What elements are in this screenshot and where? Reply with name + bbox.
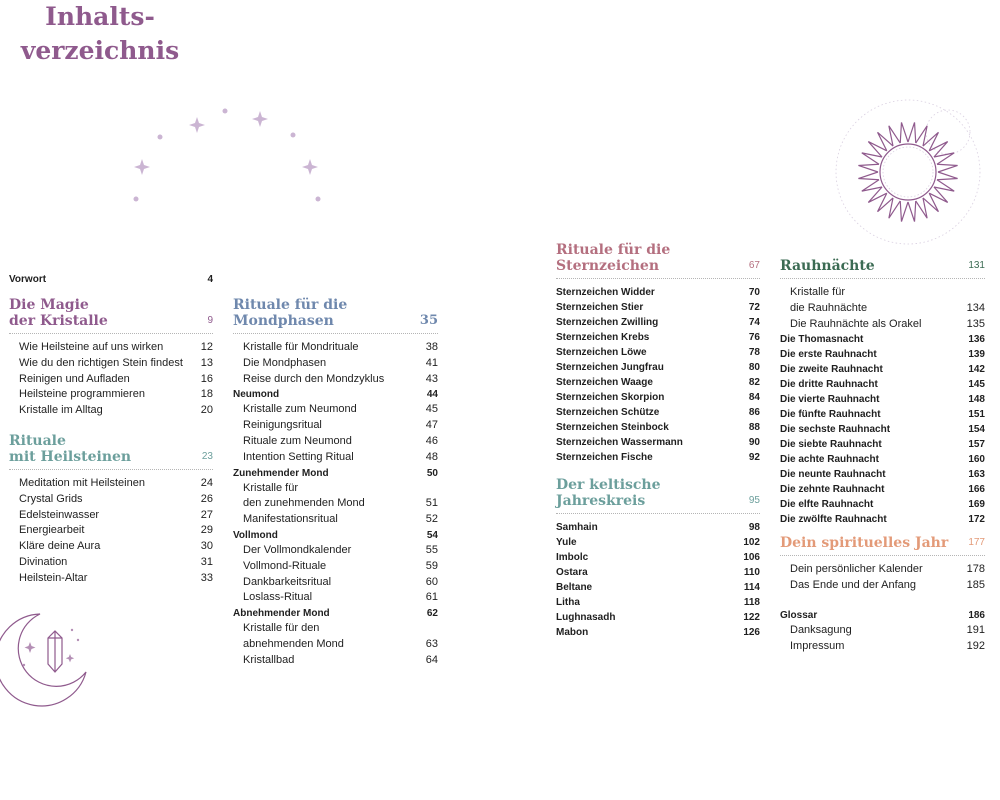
toc-entry-page: 106: [743, 552, 760, 563]
toc-entry-label: Die vierte Rauhnacht: [780, 394, 880, 406]
section-title-spirituelles-jahr[interactable]: [780, 535, 985, 551]
toc-entry-label: Reise durch den Mondzyklus: [243, 372, 385, 385]
section-title-line2: Mondphasen: [233, 313, 334, 329]
toc-entry-label: Kristalle für Mondrituale: [243, 341, 359, 353]
toc-entry-label: Die Rauhnächte als Orakel: [790, 317, 922, 330]
toc-entry[interactable]: [233, 637, 438, 653]
toc-entry-page: 78: [748, 347, 760, 358]
toc-entry-label[interactable]: Meditation mit Heilsteinen: [19, 476, 145, 489]
toc-entry-label: Imbolc: [556, 552, 589, 563]
toc-entry-page: 51: [425, 497, 438, 510]
section-divider: [556, 513, 760, 514]
toc-entry-label: Beltane: [556, 582, 593, 593]
toc-entry[interactable]: [233, 575, 438, 591]
section-title-line1: Rituale für die: [233, 297, 348, 313]
toc-entry-page: 29: [200, 524, 213, 537]
toc-entry-page: 114: [743, 582, 760, 593]
toc-entry[interactable]: [780, 562, 985, 578]
toc-entry-label: Sternzeichen Fische: [556, 452, 653, 463]
sun-ray: [937, 164, 958, 172]
toc-entry[interactable]: [780, 347, 985, 362]
toc-entry-label: Litha: [556, 597, 580, 608]
toc-entry[interactable]: [233, 606, 438, 621]
toc-entry[interactable]: [780, 497, 985, 512]
toc-entry-page: 74: [748, 317, 760, 328]
toc-entry[interactable]: [233, 356, 438, 372]
toc-entry-page: 38: [425, 341, 438, 353]
sparkle-icon: [302, 159, 318, 175]
section-title-rauhnaechte[interactable]: [780, 258, 985, 274]
toc-entry-label[interactable]: Crystal Grids: [19, 492, 83, 505]
toc-entry[interactable]: [233, 466, 438, 481]
toc-entry-page: 169: [968, 499, 985, 511]
toc-list-mondphasen: [233, 340, 438, 669]
toc-entry-page: 88: [748, 422, 760, 433]
toc-entry[interactable]: [556, 300, 760, 315]
toc-entry-page: 90: [748, 437, 760, 448]
section-page: 23: [201, 450, 213, 462]
toc-entry-label: Die siebte Rauhnacht: [780, 439, 882, 451]
toc-entry-page: 122: [743, 612, 760, 623]
toc-entry[interactable]: [556, 285, 760, 300]
toc-entry[interactable]: [780, 301, 985, 317]
toc-entry-page: 134: [966, 301, 985, 314]
section-title-line1: Rauhnächte: [780, 258, 875, 274]
toc-entry-label: Die achte Rauhnacht: [780, 454, 879, 466]
section-divider: [233, 333, 438, 334]
toc-list-rituale-heilsteine: [9, 476, 213, 587]
toc-entry-label: Glossar: [780, 609, 818, 621]
toc-entry[interactable]: [556, 375, 760, 390]
toc-entry[interactable]: [233, 512, 438, 528]
toc-entry[interactable]: [780, 639, 985, 655]
toc-entry[interactable]: [780, 482, 985, 497]
toc-entry[interactable]: [780, 362, 985, 377]
toc-entry-page: 135: [966, 317, 985, 330]
toc-entry-label: Sternzeichen Schütze: [556, 407, 660, 418]
toc-entry[interactable]: [556, 550, 760, 565]
toc-column-2: [233, 297, 438, 669]
toc-entry-page: 50: [426, 467, 438, 479]
toc-entry-page: 18: [200, 388, 213, 401]
toc-entry-label: Mabon: [556, 627, 589, 638]
toc-entry-label: Reinigungsritual: [243, 419, 322, 432]
toc-entry-label[interactable]: Heilstein-Altar: [19, 571, 88, 584]
toc-entry-label: Samhain: [556, 522, 598, 533]
toc-entry-label: Abnehmender Mond: [233, 608, 330, 620]
toc-entry-page: 33: [200, 571, 213, 584]
section-page: 9: [207, 315, 213, 326]
sun-ray: [934, 180, 954, 191]
toc-entry-label: Zunehmender Mond: [233, 467, 329, 479]
toc-entry[interactable]: [233, 590, 438, 606]
toc-entry-label: Vollmond: [233, 529, 278, 541]
sun-ray: [908, 201, 916, 222]
page-title-line1: Inhalts-: [45, 2, 155, 31]
toc-entry-page: 54: [426, 529, 438, 541]
toc-entry-page: 41: [425, 356, 438, 369]
toc-entry[interactable]: [780, 285, 985, 301]
toc-entry-page: 48: [425, 450, 438, 463]
toc-entry[interactable]: [233, 559, 438, 575]
toc-entry-label: Impressum: [790, 639, 845, 652]
toc-entry-page: 55: [425, 543, 438, 556]
sun-ray: [858, 172, 879, 180]
toc-entry[interactable]: [233, 543, 438, 559]
toc-entry[interactable]: [556, 390, 760, 405]
toc-entry[interactable]: [233, 621, 438, 637]
toc-entry[interactable]: [780, 407, 985, 422]
toc-entry-page: 26: [200, 492, 213, 505]
section-title-line2: Jahreskreis: [556, 493, 646, 509]
toc-entry[interactable]: [233, 653, 438, 669]
toc-entry-page: 20: [200, 404, 213, 417]
sun-icon: [830, 92, 990, 252]
toc-list-tail: [780, 623, 985, 655]
toc-entry[interactable]: [780, 578, 985, 594]
toc-entry-page: 52: [425, 513, 438, 526]
toc-entry-label[interactable]: Reinigen und Aufladen: [19, 372, 130, 385]
toc-entry-page: 142: [968, 364, 985, 376]
toc-entry[interactable]: [556, 535, 760, 550]
sun-ray: [937, 172, 958, 180]
toc-entry[interactable]: [780, 467, 985, 482]
toc-entry-label: die Rauhnächte: [790, 301, 868, 314]
toc-entry[interactable]: [233, 528, 438, 543]
toc-entry-page: 136: [968, 334, 985, 346]
toc-entry-label: Sternzeichen Zwilling: [556, 317, 659, 328]
toc-entry-label: Sternzeichen Skorpion: [556, 392, 665, 403]
toc-entry-page: 62: [426, 608, 438, 620]
toc-entry-label: Kristalle für: [790, 286, 846, 298]
toc-entry[interactable]: [233, 450, 438, 466]
toc-entry-label: Kristalle zum Neumond: [243, 403, 357, 416]
toc-entry-label: Die fünfte Rauhnacht: [780, 409, 881, 421]
toc-list-rauhnaechte: [780, 285, 985, 527]
toc-entry[interactable]: [556, 565, 760, 580]
section-page: 35: [419, 313, 438, 328]
toc-entry-glossar[interactable]: [780, 608, 985, 623]
section-title-line2: mit Heilsteinen: [9, 448, 132, 465]
toc-entry[interactable]: [556, 435, 760, 450]
sun-ray: [916, 198, 927, 218]
toc-entry-page: 30: [200, 540, 213, 553]
toc-entry-label: Lughnasadh: [556, 612, 616, 623]
toc-entry-label: Sternzeichen Löwe: [556, 347, 647, 358]
toc-entry-page: 61: [425, 591, 438, 604]
sun-ray: [858, 164, 879, 172]
section-title-line2: Sternzeichen: [556, 258, 660, 274]
toc-entry-label: Neumond: [233, 389, 280, 401]
toc-entry[interactable]: [233, 434, 438, 450]
toc-entry[interactable]: [780, 512, 985, 527]
toc-entry-label[interactable]: Kristalle im Alltag: [19, 404, 103, 417]
toc-entry-page: 80: [748, 362, 760, 373]
toc-entry-label: Dankbarkeitsritual: [243, 575, 332, 588]
section-divider: [9, 469, 213, 470]
toc-entry-label: Die Mondphasen: [243, 356, 327, 369]
section-title-line1: Rituale: [9, 432, 66, 449]
toc-entry-label: Sternzeichen Steinbock: [556, 422, 669, 433]
section-title-sternzeichen[interactable]: [556, 242, 760, 274]
toc-entry-page: 126: [743, 627, 760, 638]
toc-list-jahreskreis: [556, 520, 760, 640]
toc-entry[interactable]: [780, 623, 985, 639]
toc-entry[interactable]: [780, 452, 985, 467]
section-title-magie[interactable]: [9, 297, 213, 329]
toc-entry-label: Die zwölfte Rauhnacht: [780, 514, 887, 526]
toc-entry-label: Die zweite Rauhnacht: [780, 364, 883, 376]
toc-entry[interactable]: [233, 481, 438, 497]
toc-entry[interactable]: [780, 377, 985, 392]
toc-entry-page: 43: [425, 372, 438, 385]
toc-entry-label: Sternzeichen Widder: [556, 287, 655, 298]
toc-entry-label: Ostara: [556, 567, 588, 578]
sun-ray: [862, 153, 882, 164]
toc-entry-label: Die neunte Rauhnacht: [780, 469, 886, 481]
toc-entry-label: Die dritte Rauhnacht: [780, 379, 878, 391]
toc-entry[interactable]: [556, 610, 760, 625]
sun-ray: [908, 122, 916, 143]
toc-entry[interactable]: [233, 340, 438, 356]
toc-entry[interactable]: [780, 392, 985, 407]
toc-entry-page: 72: [748, 302, 760, 313]
toc-entry-page: 192: [966, 639, 985, 652]
toc-entry-page: 191: [966, 623, 985, 636]
toc-entry-page: 84: [748, 392, 760, 403]
toc-entry-page: 145: [968, 379, 985, 391]
section-divider: [780, 278, 985, 279]
toc-entry-label: Vorwort: [9, 274, 47, 285]
toc-entry[interactable]: [556, 625, 760, 640]
section-divider: [556, 278, 760, 279]
toc-entry-page: 27: [200, 508, 213, 521]
section-title-line1: Der keltische: [556, 477, 661, 493]
toc-entry[interactable]: [780, 437, 985, 452]
sparkle-icon: [134, 159, 150, 175]
toc-entry-vorwort[interactable]: [9, 272, 213, 287]
toc-entry[interactable]: [233, 418, 438, 434]
sun-ray: [934, 153, 954, 164]
toc-entry-page: 178: [966, 563, 985, 576]
section-title-rituale-heilsteine[interactable]: [9, 433, 213, 465]
section-title-line1: Die Magie: [9, 297, 89, 313]
toc-entry-label: Sternzeichen Stier: [556, 302, 644, 313]
section-divider: [9, 333, 213, 334]
toc-entry-page: 186: [968, 609, 985, 621]
section-page: 67: [748, 260, 760, 271]
toc-entry-page: 24: [200, 476, 213, 489]
toc-column-4: [780, 258, 985, 655]
toc-entry[interactable]: [556, 405, 760, 420]
sun-ray: [900, 122, 908, 143]
toc-entry-page: 4: [207, 274, 213, 285]
toc-entry-label[interactable]: Edelsteinwasser: [19, 508, 100, 521]
toc-entry-label[interactable]: Wie du den richtigen Stein findest: [19, 356, 183, 369]
toc-entry-page: 76: [748, 332, 760, 343]
toc-entry-page: 82: [748, 377, 760, 388]
toc-entry-label: Sternzeichen Wassermann: [556, 437, 683, 448]
toc-entry[interactable]: [556, 580, 760, 595]
toc-entry-label: Danksagung: [790, 623, 852, 636]
toc-entry-page: 86: [748, 407, 760, 418]
toc-entry-page: 185: [966, 579, 985, 592]
toc-entry-page: 172: [968, 514, 985, 526]
toc-entry-label: Die zehnte Rauhnacht: [780, 484, 885, 496]
toc-entry-label[interactable]: Energiearbeit: [19, 524, 85, 537]
toc-entry[interactable]: [780, 422, 985, 437]
toc-entry[interactable]: [556, 420, 760, 435]
toc-entry-page: 102: [743, 537, 760, 548]
toc-entry-label: Sternzeichen Krebs: [556, 332, 650, 343]
toc-entry-label: Sternzeichen Jungfrau: [556, 362, 664, 373]
toc-entry-page: 46: [425, 434, 438, 447]
section-title-line1: Rituale für die: [556, 242, 671, 258]
page-title-line2: verzeichnis: [20, 36, 180, 65]
toc-entry-label: Sternzeichen Waage: [556, 377, 653, 388]
page-title: [0, 0, 200, 68]
toc-list-spirituelles-jahr: [780, 562, 985, 594]
section-page: 131: [968, 260, 985, 271]
section-title-line1: Dein spirituelles Jahr: [780, 535, 949, 552]
section-page: 177: [968, 537, 985, 549]
toc-entry-label[interactable]: Wie Heilsteine auf uns wirken: [19, 341, 164, 353]
toc-entry-label: Loslass-Ritual: [243, 591, 313, 604]
toc-entry-label: Intention Setting Ritual: [243, 450, 354, 463]
toc-entry[interactable]: [556, 595, 760, 610]
sun-ray: [916, 126, 927, 146]
sun-ray: [889, 198, 900, 218]
toc-entry-page: 98: [748, 522, 760, 533]
toc-entry-label: Yule: [556, 537, 577, 548]
toc-entry-page: 16: [200, 372, 213, 385]
title-sparkles: [120, 95, 335, 215]
toc-entry[interactable]: [780, 317, 985, 333]
toc-entry-label: Dein persönlicher Kalender: [790, 563, 923, 576]
toc-entry-page: 63: [425, 637, 438, 650]
toc-column-3: [556, 242, 760, 640]
section-title-line2: der Kristalle: [9, 313, 108, 329]
toc-entry-label[interactable]: Divination: [19, 555, 68, 568]
toc-entry-page: 110: [743, 567, 760, 578]
toc-entry[interactable]: [233, 372, 438, 388]
toc-entry-page: 60: [425, 575, 438, 588]
section-title-jahreskreis[interactable]: [556, 477, 760, 509]
toc-entry-label: Die sechste Rauhnacht: [780, 424, 891, 436]
toc-entry-page: 31: [200, 555, 213, 568]
crescent-moon-crystal-icon: [0, 610, 90, 710]
toc-entry[interactable]: [780, 332, 985, 347]
toc-entry-page: 64: [425, 653, 438, 666]
sun-ray: [900, 201, 908, 222]
section-divider: [780, 555, 985, 556]
toc-entry-label: Die erste Rauhnacht: [780, 349, 877, 361]
toc-entry[interactable]: [556, 450, 760, 465]
toc-entry-page: 70: [748, 287, 760, 298]
toc-entry-label: Das Ende und der Anfang: [790, 579, 916, 592]
toc-entry-page: 166: [968, 484, 985, 496]
toc-entry-page: 139: [968, 349, 985, 361]
toc-entry-page: 12: [200, 341, 213, 353]
toc-entry-page: 118: [743, 597, 760, 608]
toc-entry[interactable]: [556, 520, 760, 535]
toc-entry-label: Manifestationsritual: [243, 513, 338, 526]
toc-entry-page: 59: [425, 559, 438, 572]
sparkle-icon: [189, 117, 205, 133]
toc-entry[interactable]: [556, 315, 760, 330]
toc-entry-page: 92: [748, 452, 760, 463]
toc-entry-label: Die elfte Rauhnacht: [780, 499, 874, 511]
toc-entry[interactable]: [233, 387, 438, 402]
toc-entry-label: Vollmond-Rituale: [243, 559, 327, 572]
toc-entry-page: 47: [425, 419, 438, 432]
toc-entry-label: abnehmenden Mond: [243, 637, 344, 650]
toc-entry-label: Kristalle für: [243, 481, 299, 494]
toc-entry-page: 163: [968, 469, 985, 481]
toc-entry-label: Der Vollmondkalender: [243, 543, 352, 556]
toc-entry-page: 151: [968, 409, 985, 421]
toc-entry-page: 148: [968, 394, 985, 406]
toc-entry[interactable]: [556, 360, 760, 375]
sun-ray: [889, 126, 900, 146]
toc-entry-label[interactable]: Heilsteine programmieren: [19, 388, 145, 401]
sun-ray: [862, 180, 882, 191]
toc-entry-label[interactable]: Kläre deine Aura: [19, 540, 101, 553]
toc-entry-page: 13: [200, 356, 213, 369]
toc-column-1: [9, 272, 213, 587]
sparkle-icon: [252, 111, 268, 127]
toc-entry[interactable]: [233, 402, 438, 418]
toc-entry-page: 157: [968, 439, 985, 451]
toc-entry-page: 160: [968, 454, 985, 466]
toc-entry-page: 44: [426, 389, 438, 401]
toc-entry-label: Die Thomasnacht: [780, 334, 864, 346]
toc-entry-label: Kristallbad: [243, 653, 295, 666]
toc-list-magie: [9, 340, 213, 419]
toc-entry[interactable]: [556, 330, 760, 345]
toc-entry-page: 45: [425, 403, 438, 416]
toc-entry[interactable]: [556, 345, 760, 360]
toc-entry-label: Kristalle für den: [243, 622, 320, 635]
toc-entry-page: 154: [968, 424, 985, 436]
toc-list-sternzeichen: [556, 285, 760, 465]
section-page: 95: [748, 495, 760, 506]
toc-entry-label: den zunehmenden Mond: [243, 497, 365, 510]
toc-entry-label: Rituale zum Neumond: [243, 434, 352, 447]
section-title-mondphasen[interactable]: [233, 297, 438, 329]
toc-entry[interactable]: [233, 496, 438, 512]
